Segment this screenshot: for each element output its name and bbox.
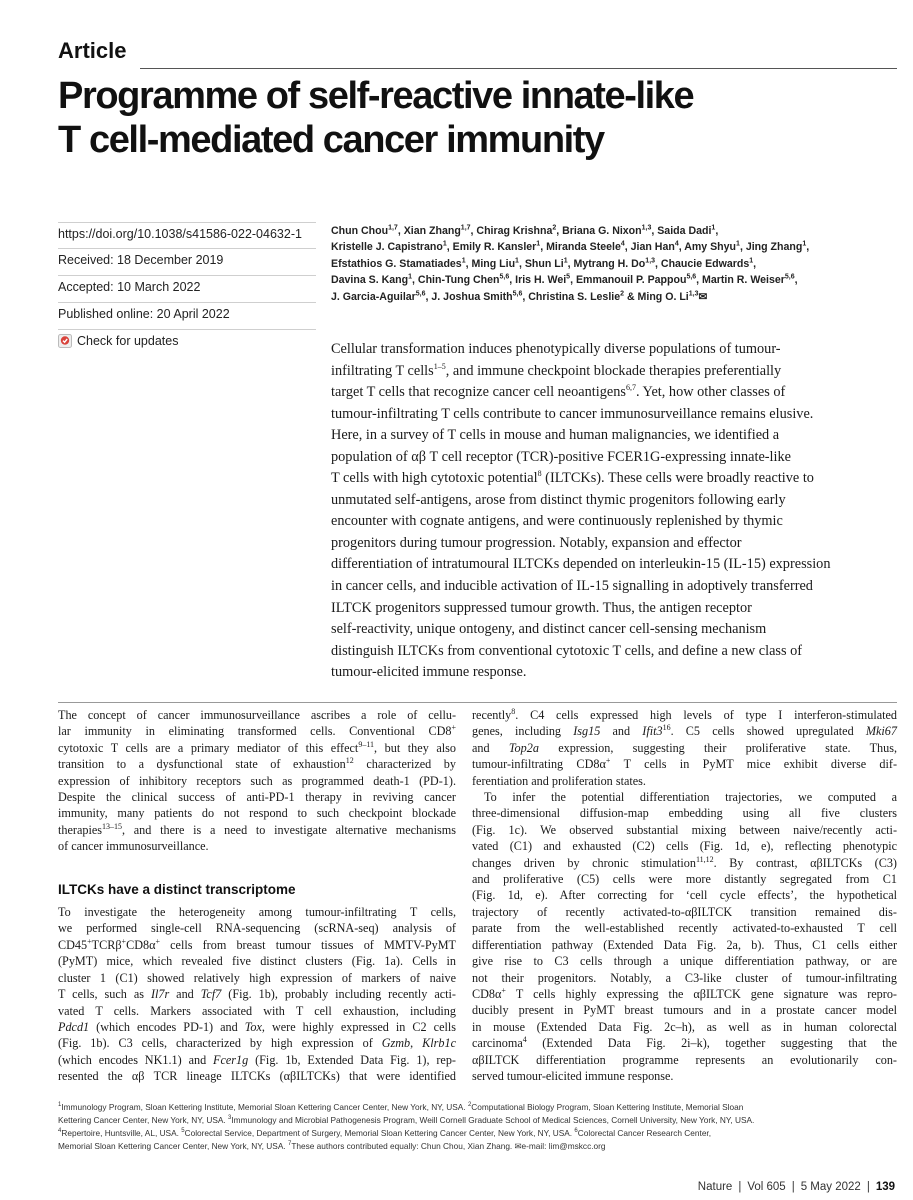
abstract-line: encounter with cognate antigens, and were continuously replenished by thymic [331,513,783,530]
body-line: of cancer immunosurveillance. [58,839,209,854]
abstract-line: tumour-elicited immune response. [331,664,527,681]
article-type-label: Article [58,38,127,63]
body-line: cytotoxic T cells are a primary mediator of this effect$^{9-11}$, but they also [58,739,456,755]
article-metadata [58,222,316,348]
body-line: resented the αβ TCR lineage ILTCKs (αβILTCKs) that were identified [58,1069,456,1084]
body-line: in mouse (Extended Data Fig. 2c–h), as well as in human colorectal [472,1019,897,1034]
body-line: vated (C1) and exhausted (C2) cells (Fig. 1d, e), reflecting phenotypic [472,839,897,854]
body-line: Pdcd1 (which encodes PD-1) and Tox, were highly expressed in C2 cells [58,1019,456,1034]
body-line: To infer the potential differentiation trajectories, we computed a [484,790,897,805]
body-line: therapies$^{13-15}$, and there is a need to investigate alternative mechanisms [58,821,456,837]
abstract-line: progenitors during tumour progression. Notably, expansion and effector [331,534,742,551]
body-line: tumour-infiltrating CD8α+ T cells in PyMT mice exhibit diverse dif- [472,756,898,772]
body-line: transition to a dysfunctional state of exhaustion$^{12}$ characterized by [58,756,456,772]
body-line: αβILTCK differentiation programme represents an evolutionarily con- [472,1052,897,1067]
title-line-2: T cell-mediated cancer immunity [58,119,604,161]
body-line: immunity, many patients do not respond to such checkpoint blockade [58,806,456,821]
section-heading: ILTCKs have a distinct transcriptome [58,881,296,897]
results-paragraph-1 [58,904,456,1084]
crossmark-icon [58,334,72,348]
footer-separator: | [738,1181,742,1193]
body-line: give rise to C3 cells through a unique differentiation pathway, or are [472,954,897,969]
abstract-line: tumour-infiltrating T cells contribute to cancer immunosurveillance remains elusive. [331,405,814,422]
body-line: cluster 1 (C1) showed relatively high expression of markers of naive [58,970,456,985]
footnote-line: Memorial Sloan Kettering Cancer Center, New York, NY, USA. $^7$These authors contributed equally: Chun Chou, Xian Zhang. ✉e-mail: lim@mskcc.org [58,1140,606,1151]
body-line: To investigate the heterogeneity among tumour-infiltrating T cells, [58,905,456,920]
abstract-line: in cancer cells, and inducible activation of IL-15 signalling in adoptively transferred [331,578,813,595]
check-for-updates-label: Check for updates [77,334,179,348]
body-line: Despite the clinical success of anti-PD-1 therapy in reviving cancer [58,790,456,805]
results-paragraph-1-continued [472,707,897,789]
body-line: (Fig. 1b). C3 cells, characterized by high expression of Gzmb, Klrb1c [58,1036,456,1051]
title-line-1: Programme of self-reactive innate-like [58,75,694,117]
body-line: The concept of cancer immunosurveillance ascribes a role of cellu- [58,708,456,722]
body-line: (Fig. 1d, e). After correcting for ‘cell cycle effects’, the hypothetical [472,888,897,903]
body-line: changes driven by chronic stimulation$^{11,12}$. By contrast, αβILTCKs (C3) [472,854,897,870]
body-line: trajectory of recently activated-to-αβILTCK transition remained dis- [472,904,897,919]
body-line: served tumour-elicited immune response. [472,1068,674,1083]
body-line: parate from the well-established recently activated-to-exhausted T cell [472,921,897,936]
abstract-line: Here, in a survey of T cells in mouse and human malignancies, we identified a [331,427,780,444]
body-line: and Top2a expression, suggesting their proliferative state. Thus, [472,740,897,755]
page-number: 139 [875,1181,895,1193]
intro-paragraph [58,707,456,855]
volume: Vol 605 [747,1181,786,1193]
body-line: carcinoma$^4$ (Extended Data Fig. 2i–k), together suggesting that the [472,1035,897,1051]
abstract-line: target T cells that recognize cancer cell neoantigens$^{6,7}$. Yet, how other classes of [331,383,786,401]
footnote-line: $^1$Immunology Program, Sloan Kettering Institute, Memorial Sloan Kettering Cancer Center, New York, NY, USA. $^2$Computational Biology Program, Sloan Kettering Institute, Memorial Sloan [58,1102,744,1112]
footer-separator: | [866,1181,870,1193]
body-line: not their progenitors. Notably, a C3-like cluster of tumour-infiltrating [472,970,897,985]
issue-date: 5 May 2022 [800,1181,861,1193]
abstract-line: distinguish ILTCKs from conventional cytotoxic T cells, and define a new class of [331,642,803,659]
abstract-line: unmutated self-antigens, arose from distinct thymic progenitors following early [331,491,786,508]
body-line: CD45+TCRβ+CD8α+ cells from breast tumour tissues of MMTV-PyMT [58,936,456,952]
body-line: CD8α+ T cells highly expressing the αβILTCK gene signature was repro- [472,985,897,1001]
abstract-line: self-reactivity, unique ontogeny, and distinct cancer cell-sensing mechanism [331,621,767,638]
doi-link[interactable]: https://doi.org/10.1038/s41586-022-04632-1 [58,222,316,249]
abstract-line: ILTCK progenitors suppressed tumour growth. Thus, the antigen receptor [331,599,752,616]
body-line: (PyMT) mice, which revealed five distinct clusters (Fig. 1a). Cells in [58,954,456,969]
footnote-line: $^4$Repertoire, Huntsville, AL, USA. $^5$Colorectal Service, Department of Surgery, Memorial Sloan Kettering Cancer Center, New York, NY, USA. $^6$Colorectal Cancer Research Center, [58,1127,712,1138]
affiliations-footnote [58,1101,897,1153]
abstract-line: population of αβ T cell receptor (TCR)-positive FCER1G-expressing innate-like [331,448,791,465]
body-column-right [472,707,897,1084]
author-list: Chun Chou$^{1,7}$, Xian Zhang$^{1,7}$, Chirag Krishna$^2$, Briana G. Nixon$^{1,3}$, Saida Dadi$^1$, Kristelle J. Capistrano$^1$, Emily R. Kansler$^1$, Miranda Steele$^4$, Jian Han$^4$, Amy Shyu$^1$, Jing Zhang$^1$, Efstathios G. Stamatiades$^1$, Ming Liu$^1$, Shun Li$^1$, Mytrang H. Do$^{1,3}$, Chaucie Edwards$^1$, Davina S. Kang$^1$, Chin-Tung Chen$^{5,6}$, Iris H. Wei$^5$, Emmanouil P. Pappou$^{5,6}$, Martin R. Weiser$^{5,6}$, J. Garcia-Aguilar$^{5,6}$, J. Joshua Smith$^{5,6}$, Christina S. Leslie$^2$ & Ming O. Li$^{1,3}$✉ [331,224,810,303]
header-rule [140,68,897,69]
body-line: we performed single-cell RNA-sequencing (scRNA-seq) analysis of [58,921,456,936]
body-line: expression of inhibitory receptors such as programmed death-1 (PD-1). [58,773,456,788]
article-title [58,74,878,162]
body-column-left [58,707,456,1085]
accepted-date: Accepted: 10 March 2022 [58,276,316,303]
abstract-line: infiltrating T cells$^{1-5}$, and immune checkpoint blockade therapies preferentially [331,361,782,379]
body-line: (Fig. 1c). We observed substantial mixing between naive/recently acti- [472,822,897,837]
body-line: three-dimensional diffusion-map embedding using all five clusters [472,806,897,821]
body-line: vated T cells. Markers associated with T cell exhaustion, including [58,1003,456,1018]
body-line: differentiation pathway (Extended Data Fig. 2a, b). Thus, C1 cells either [472,937,897,952]
footer-separator: | [791,1181,795,1193]
body-line: ducibly present in PyMT breast tumours and in a prostate cancer model [472,1003,897,1018]
body-line: (which encodes NK1.1) and Fcer1g (Fig. 1b, Extended Data Fig. 1), rep- [58,1052,456,1067]
abstract-line: T cells with high cytotoxic potential$^8$ (ILTCKs). These cells were broadly reactive to [331,469,814,487]
body-line: genes, including Isg15 and $Ifit3^{16}$. C5 cells showed upregulated Mki67 [472,723,897,739]
results-paragraph-2 [472,789,897,1084]
body-line: and proliferative (C5) cells were more distantly segregated from C1 [472,872,897,887]
body-line: lar immunity in eliminating transformed cells. Conventional CD8+ [58,723,456,739]
abstract-line: differentiation of intratumoural ILTCKs depended on interleukin-15 (IL-15) expression [331,556,831,573]
received-date: Received: 18 December 2019 [58,249,316,276]
journal-name: Nature [697,1181,733,1193]
abstract-line: Cellular transformation induces phenotypically diverse populations of tumour- [331,341,781,357]
page-footer [698,1181,895,1193]
footnote-line: Kettering Cancer Center, New York, NY, USA. $^3$Immunology and Microbial Pathogenesis Program, Weill Cornell Graduate School of Medical Sciences, Cornell University, New York, NY, USA. [58,1114,755,1125]
check-for-updates-button[interactable] [58,330,316,348]
body-line: ferentiation and proliferation states. [472,773,646,788]
body-line: recently$^8$. C4 cells expressed high levels of type I interferon-stimulated [472,706,897,722]
body-rule [58,702,897,703]
published-date: Published online: 20 April 2022 [58,303,316,330]
body-line: T cells, such as Il7r and Tcf7 (Fig. 1b), probably including recently acti- [58,987,456,1002]
abstract [331,339,871,684]
